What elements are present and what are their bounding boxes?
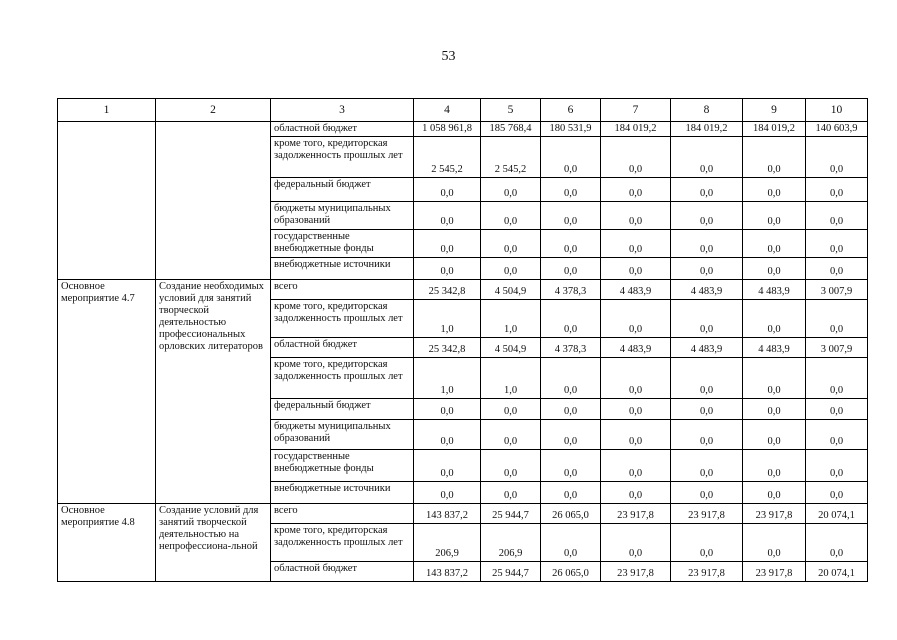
amount-cell: 0,0 xyxy=(601,358,671,399)
amount-cell: 3 007,9 xyxy=(806,338,868,358)
amount-cell: 0,0 xyxy=(671,399,743,420)
amount-cell: 0,0 xyxy=(414,399,481,420)
amount-cell: 206,9 xyxy=(481,524,541,562)
amount-cell: 0,0 xyxy=(601,524,671,562)
amount-cell: 0,0 xyxy=(743,524,806,562)
funding-source-label: государственные внебюджетные фонды xyxy=(271,450,414,482)
amount-cell: 0,0 xyxy=(806,230,868,258)
amount-cell: 0,0 xyxy=(671,258,743,280)
amount-cell: 0,0 xyxy=(743,230,806,258)
amount-cell: 4 483,9 xyxy=(601,280,671,300)
amount-cell: 0,0 xyxy=(743,178,806,202)
page-number: 53 xyxy=(441,49,456,64)
amount-cell: 0,0 xyxy=(671,450,743,482)
amount-cell: 3 007,9 xyxy=(806,280,868,300)
amount-cell: 0,0 xyxy=(414,202,481,230)
funding-source-label: кроме того, кредиторская задолженность прошлых лет xyxy=(271,137,414,178)
amount-cell: 0,0 xyxy=(481,482,541,504)
amount-cell: 0,0 xyxy=(601,300,671,338)
amount-cell: 4 504,9 xyxy=(481,280,541,300)
amount-cell: 0,0 xyxy=(806,399,868,420)
amount-cell: 0,0 xyxy=(806,258,868,280)
amount-cell: 0,0 xyxy=(414,230,481,258)
column-header: 9 xyxy=(743,99,806,122)
amount-cell: 185 768,4 xyxy=(481,122,541,137)
amount-cell: 0,0 xyxy=(743,450,806,482)
funding-source-label: федеральный бюджет xyxy=(271,178,414,202)
amount-cell: 184 019,2 xyxy=(671,122,743,137)
amount-cell: 0,0 xyxy=(671,300,743,338)
amount-cell: 0,0 xyxy=(541,137,601,178)
amount-cell: 184 019,2 xyxy=(601,122,671,137)
amount-cell: 4 483,9 xyxy=(671,338,743,358)
amount-cell: 0,0 xyxy=(601,482,671,504)
amount-cell: 23 917,8 xyxy=(601,504,671,524)
amount-cell: 0,0 xyxy=(601,258,671,280)
table-row xyxy=(58,504,868,524)
amount-cell: 0,0 xyxy=(601,178,671,202)
amount-cell: 0,0 xyxy=(806,358,868,399)
amount-cell: 0,0 xyxy=(541,300,601,338)
amount-cell: 140 603,9 xyxy=(806,122,868,137)
amount-cell: 0,0 xyxy=(806,178,868,202)
amount-cell: 23 917,8 xyxy=(671,504,743,524)
column-header: 2 xyxy=(156,99,271,122)
amount-cell: 0,0 xyxy=(601,399,671,420)
amount-cell: 4 483,9 xyxy=(671,280,743,300)
amount-cell: 184 019,2 xyxy=(743,122,806,137)
amount-cell: 0,0 xyxy=(743,420,806,450)
funding-source-label: бюджеты муниципальных образований xyxy=(271,202,414,230)
amount-cell: 0,0 xyxy=(743,258,806,280)
amount-cell: 0,0 xyxy=(671,137,743,178)
header-row xyxy=(58,99,868,122)
funding-source-label: внебюджетные источники xyxy=(271,482,414,504)
amount-cell: 0,0 xyxy=(481,202,541,230)
amount-cell: 0,0 xyxy=(743,137,806,178)
amount-cell: 180 531,9 xyxy=(541,122,601,137)
amount-cell: 1 058 961,8 xyxy=(414,122,481,137)
amount-cell: 0,0 xyxy=(414,420,481,450)
amount-cell: 0,0 xyxy=(671,524,743,562)
amount-cell: 0,0 xyxy=(671,420,743,450)
amount-cell: 0,0 xyxy=(481,230,541,258)
amount-cell: 1,0 xyxy=(414,300,481,338)
amount-cell: 4 483,9 xyxy=(601,338,671,358)
amount-cell: 0,0 xyxy=(541,230,601,258)
funding-source-label: всего xyxy=(271,280,414,300)
amount-cell: 20 074,1 xyxy=(806,504,868,524)
amount-cell: 0,0 xyxy=(601,230,671,258)
funding-table xyxy=(57,98,868,582)
amount-cell: 0,0 xyxy=(414,450,481,482)
amount-cell: 143 837,2 xyxy=(414,504,481,524)
amount-cell: 0,0 xyxy=(806,450,868,482)
funding-source-label: федеральный бюджет xyxy=(271,399,414,420)
amount-cell: 0,0 xyxy=(481,399,541,420)
column-header: 5 xyxy=(481,99,541,122)
funding-source-label: всего xyxy=(271,504,414,524)
amount-cell: 0,0 xyxy=(671,482,743,504)
amount-cell: 0,0 xyxy=(541,202,601,230)
column-header: 4 xyxy=(414,99,481,122)
amount-cell: 0,0 xyxy=(481,258,541,280)
amount-cell: 0,0 xyxy=(671,358,743,399)
column-header: 7 xyxy=(601,99,671,122)
amount-cell: 0,0 xyxy=(601,420,671,450)
column-header: 8 xyxy=(671,99,743,122)
event-name xyxy=(58,122,156,280)
amount-cell: 26 065,0 xyxy=(541,504,601,524)
amount-cell: 20 074,1 xyxy=(806,562,868,582)
amount-cell: 0,0 xyxy=(671,202,743,230)
amount-cell: 0,0 xyxy=(481,420,541,450)
funding-source-label: внебюджетные источники xyxy=(271,258,414,280)
amount-cell: 0,0 xyxy=(541,450,601,482)
table-row xyxy=(58,280,868,300)
amount-cell: 0,0 xyxy=(414,258,481,280)
amount-cell: 4 504,9 xyxy=(481,338,541,358)
amount-cell: 0,0 xyxy=(743,399,806,420)
amount-cell: 0,0 xyxy=(601,202,671,230)
amount-cell: 4 378,3 xyxy=(541,280,601,300)
funding-source-label: кроме того, кредиторская задолженность прошлых лет xyxy=(271,524,414,562)
amount-cell: 4 483,9 xyxy=(743,280,806,300)
amount-cell: 0,0 xyxy=(481,450,541,482)
amount-cell: 25 944,7 xyxy=(481,504,541,524)
amount-cell: 0,0 xyxy=(414,482,481,504)
amount-cell: 0,0 xyxy=(601,137,671,178)
amount-cell: 0,0 xyxy=(671,178,743,202)
table-row xyxy=(58,122,868,137)
amount-cell: 0,0 xyxy=(743,482,806,504)
column-header: 3 xyxy=(271,99,414,122)
amount-cell: 0,0 xyxy=(601,450,671,482)
amount-cell: 1,0 xyxy=(481,358,541,399)
funding-source-label: областной бюджет xyxy=(271,338,414,358)
event-description: Создание условий для занятий творческой деятельностью на непрофессиона-льной xyxy=(156,504,271,582)
amount-cell: 25 342,8 xyxy=(414,338,481,358)
amount-cell: 2 545,2 xyxy=(481,137,541,178)
amount-cell: 1,0 xyxy=(414,358,481,399)
amount-cell: 0,0 xyxy=(671,230,743,258)
amount-cell: 0,0 xyxy=(806,482,868,504)
amount-cell: 0,0 xyxy=(806,300,868,338)
funding-source-label: бюджеты муниципальных образований xyxy=(271,420,414,450)
amount-cell: 0,0 xyxy=(541,258,601,280)
amount-cell: 0,0 xyxy=(743,300,806,338)
amount-cell: 0,0 xyxy=(541,482,601,504)
funding-source-label: областной бюджет xyxy=(271,122,414,137)
event-description xyxy=(156,122,271,280)
amount-cell: 23 917,8 xyxy=(743,504,806,524)
amount-cell: 0,0 xyxy=(541,178,601,202)
funding-source-label: государственные внебюджетные фонды xyxy=(271,230,414,258)
column-header: 6 xyxy=(541,99,601,122)
column-header: 1 xyxy=(58,99,156,122)
amount-cell: 0,0 xyxy=(541,399,601,420)
amount-cell: 0,0 xyxy=(541,420,601,450)
amount-cell: 0,0 xyxy=(806,137,868,178)
amount-cell: 0,0 xyxy=(541,524,601,562)
amount-cell: 25 342,8 xyxy=(414,280,481,300)
amount-cell: 0,0 xyxy=(806,524,868,562)
funding-source-label: кроме того, кредиторская задолженность прошлых лет xyxy=(271,358,414,399)
amount-cell: 0,0 xyxy=(414,178,481,202)
amount-cell: 0,0 xyxy=(743,358,806,399)
event-name: Основное мероприятие 4.8 xyxy=(58,504,156,582)
amount-cell: 2 545,2 xyxy=(414,137,481,178)
amount-cell: 23 917,8 xyxy=(601,562,671,582)
amount-cell: 0,0 xyxy=(743,202,806,230)
amount-cell: 143 837,2 xyxy=(414,562,481,582)
funding-source-label: областной бюджет xyxy=(271,562,414,582)
funding-source-label: кроме того, кредиторская задолженность прошлых лет xyxy=(271,300,414,338)
event-name: Основное мероприятие 4.7 xyxy=(58,280,156,504)
amount-cell: 4 483,9 xyxy=(743,338,806,358)
amount-cell: 23 917,8 xyxy=(743,562,806,582)
amount-cell: 0,0 xyxy=(481,178,541,202)
amount-cell: 25 944,7 xyxy=(481,562,541,582)
amount-cell: 4 378,3 xyxy=(541,338,601,358)
column-header: 10 xyxy=(806,99,868,122)
amount-cell: 0,0 xyxy=(806,420,868,450)
amount-cell: 0,0 xyxy=(541,358,601,399)
amount-cell: 23 917,8 xyxy=(671,562,743,582)
amount-cell: 0,0 xyxy=(806,202,868,230)
amount-cell: 206,9 xyxy=(414,524,481,562)
amount-cell: 1,0 xyxy=(481,300,541,338)
event-description: Создание необходимых условий для занятий творческой деятельностью профессиональных орловских литераторов xyxy=(156,280,271,504)
amount-cell: 26 065,0 xyxy=(541,562,601,582)
